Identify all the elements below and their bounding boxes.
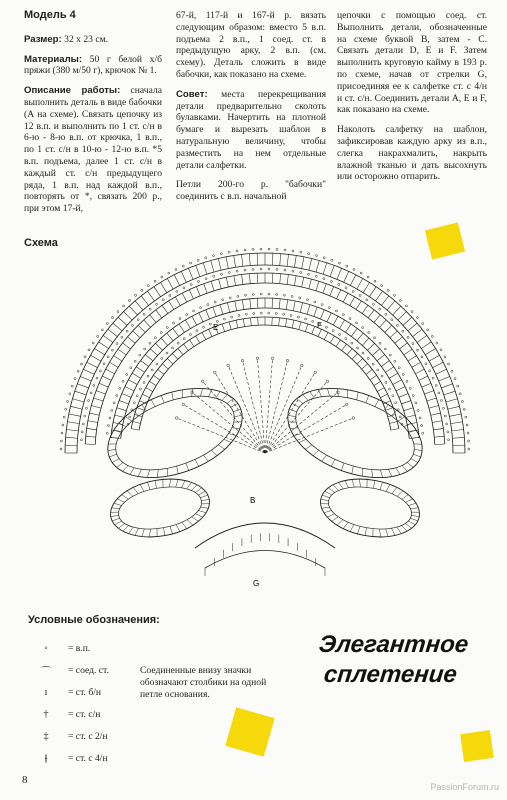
description-paragraph: Описание работы: сначала выполнить деталь в виде бабочки (А на схеме). Связать цепочку из 12 в.п. и выполнить по 1 ст. с/н в 6-ю - 8-ю в.п. от крючка, 1 в.п., по 1 ст. с/н в 10-ю - 12-ю в.п. *5 в.п. подъема, далее 1 ст. с/н в каждый ст. с/н предыдущего ряда, 1 в.п. над каждой в.п., повторять от *, связать 200 р., при этом 17-й,: [24, 85, 162, 215]
double-crochet-icon: †: [43, 708, 49, 720]
description-continued: 67-й, 117-й и 167-й р. вязать следующим образом: вместо 5 в.п. подъема 2 в.п., 1 соед. ст. в предыдущую арку, 2 в.п. (см. схему). Деталь сложить в виде бабочки, как показано на схеме.: [176, 10, 326, 80]
diagram-letter-b: B: [250, 496, 256, 505]
quad-treble-icon: ⫲: [44, 752, 48, 764]
legend-item-treble: ‡ = ст. с 2/н: [28, 728, 108, 744]
treble-crochet-icon: ‡: [43, 730, 49, 742]
loops-paragraph: Петли 200-го р. "бабочки" соединить с в.п. начальной: [176, 179, 326, 203]
legend-item-double: † = ст. с/н: [28, 706, 100, 722]
finishing-paragraph: Наколоть салфетку на шаблон, зафиксировав каждую арку из в.п., слегка накрахмалить, накрыть влажной тканью и дать высохнуть или осторожно отпарить.: [337, 124, 487, 183]
page-number: 8: [22, 774, 28, 786]
model-title: Модель 4: [24, 9, 76, 21]
diagram-letter-f: F: [317, 321, 322, 330]
legend-item-slip: ⌒ = соед. ст.: [28, 662, 109, 678]
article-column-3: [337, 10, 487, 191]
diagram-letter-e: E: [213, 323, 219, 332]
butterfly-motif: [96, 371, 435, 544]
diagram-letter-g: G: [253, 579, 260, 588]
assembly-paragraph: цепочки с помощью соед. ст. Выполнить детали, обозначенные на схеме буквой В, затем - С. Связать детали D, E и F. Затем выполнить круговую кайму в 193 р. по схеме, начав от стрелки G, присоединяя ее к салфетке ст. с 4/н и ст. с/н. Соединить детали A, E и F, как показано на схеме.: [337, 10, 487, 116]
legend-note: Соединенные внизу значки обозначают столбики на одной петле основания.: [140, 665, 267, 700]
yellow-square-bottom-right: [460, 730, 494, 762]
size-paragraph: Размер: 32 х 23 см.: [24, 33, 109, 45]
inner-border-ring: [106, 293, 424, 438]
materials-paragraph: Материалы: 50 г белой х/б пряжи (380 м/50 г), крючок № 1.: [24, 53, 162, 77]
yellow-square-bottom-left: [225, 707, 274, 756]
slip-stitch-icon: ⌒: [41, 666, 51, 678]
legend-title: Условные обозначения:: [28, 614, 160, 626]
single-crochet-icon: ı: [44, 686, 48, 698]
legend-item-quad: ⫲ = ст. с 4/н: [28, 750, 108, 766]
headline: [289, 630, 495, 690]
headline-line-2: сплетение: [322, 661, 459, 688]
watermark: PassionForum.ru: [430, 782, 499, 792]
chain-stitch-icon: ◦: [44, 642, 48, 654]
tip-paragraph: Совет: места перекрещивания детали предварительно сколоть булавками. Начертить на плотной бумаге и вырезать шаблон в натуральную величину, чтобы разместить на нем отдельные детали салфетки.: [176, 88, 326, 171]
outer-border-ring: [60, 248, 470, 453]
legend-item-single: ı = ст. б/н: [28, 684, 101, 700]
article-column-1: [24, 10, 162, 223]
article-column-2: [176, 10, 326, 211]
scheme-label: Схема: [24, 237, 58, 249]
headline-line-1: Элегантное: [317, 631, 470, 658]
legend-item-chain: ◦ = в.п.: [28, 640, 90, 656]
crochet-diagram: [55, 248, 475, 598]
